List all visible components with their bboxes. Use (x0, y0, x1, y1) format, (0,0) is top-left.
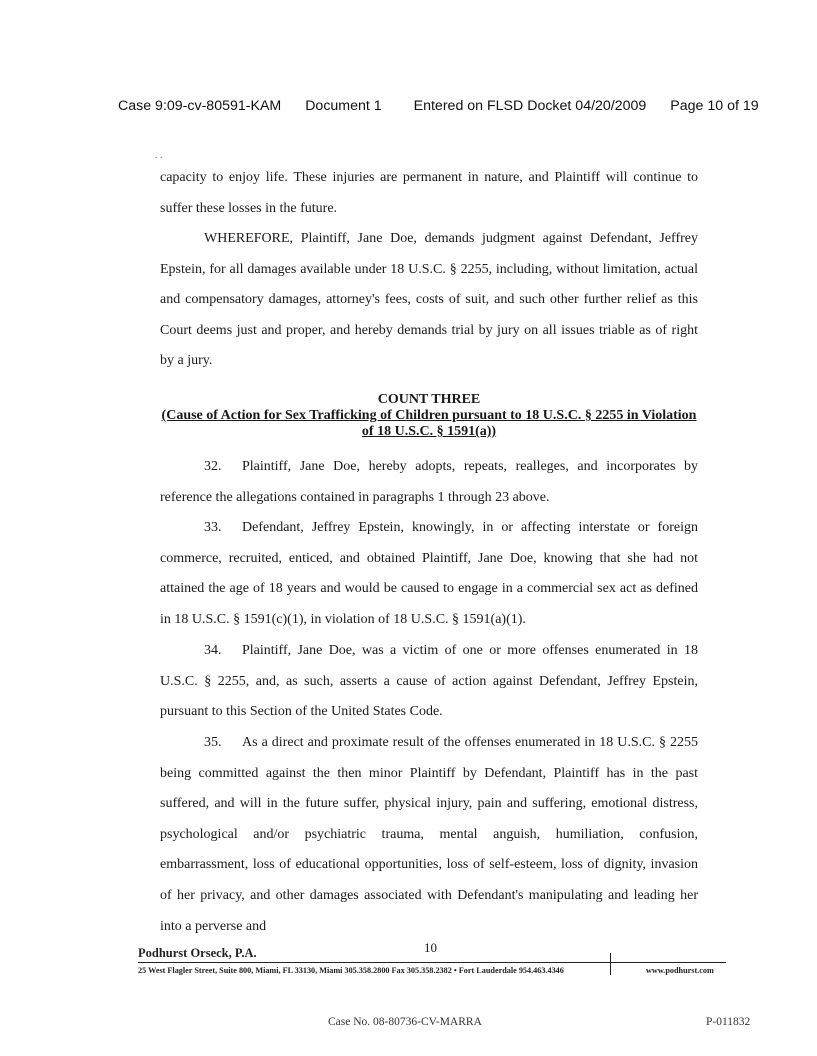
paragraph-33 (160, 513, 698, 635)
footer-website: www.podhurst.com (646, 966, 714, 975)
paragraph-number: 32. (204, 459, 222, 474)
paragraph-continuation (160, 163, 698, 224)
bottom-case-number: Case No. 08-80736-CV-MARRA (328, 1016, 482, 1028)
paragraph-text: Plaintiff, Jane Doe, was a victim of one or more offenses enumerated in 18 U.S.C. § 2255, and, as such, asserts a cause of action against Defendant, Jeffrey Epstein, pursuant to this Section of the United States Code. (160, 643, 698, 720)
paragraph-text: capacity to enjoy life. These injuries are permanent in nature, and Plaintiff will continue to suffer these losses in the future. (160, 170, 698, 216)
paragraph-number: 34. (204, 643, 222, 658)
footer-divider (138, 962, 726, 963)
paragraph-text: WHEREFORE, Plaintiff, Jane Doe, demands judgment against Defendant, Jeffrey Epstein, for all damages available under 18 U.S.C. § 2255, including, without limitation, actual and compensatory damages, attorney's fees, costs of suit, and such other further relief as this Court deems just and proper, and hereby demands trial by jury on all issues triable as of right by a jury. (160, 231, 698, 369)
header-document: Document 1 (305, 98, 382, 114)
bates-number: P-011832 (706, 1016, 751, 1028)
paragraph-35 (160, 728, 698, 942)
footer-address: 25 West Flagler Street, Suite 800, Miami, FL 33130, Miami 305.358.2800 Fax 305.358.2382 • Fort Lauderdale 954.463.4346 (138, 966, 564, 975)
footer-page-number: 10 (424, 940, 437, 955)
page-header (118, 98, 759, 114)
footer-firm-name: Podhurst Orseck, P.A. (138, 946, 257, 960)
paragraph-number: 33. (204, 520, 222, 535)
paragraph-wherefore (160, 224, 698, 377)
paragraph-text: Defendant, Jeffrey Epstein, knowingly, in or affecting interstate or foreign commerce, recruited, enticed, and obtained Plaintiff, Jane Doe, knowing that she had not attained the age of 18 years and would be caused to engage in a commercial sex act as defined in 18 U.S.C. § 1591(c)(1), in violation of 18 U.S.C. § 1591(a)(1). (160, 520, 698, 627)
scan-specks: . . (155, 150, 163, 161)
count-title: COUNT THREE (377, 392, 481, 407)
paragraph-34 (160, 636, 698, 728)
header-entered: Entered on FLSD Docket 04/20/2009 (413, 98, 647, 114)
paragraph-32 (160, 452, 698, 513)
paragraph-text: As a direct and proximate result of the offenses enumerated in 18 U.S.C. § 2255 being committed against the then minor Plaintiff by Defendant, Plaintiff has in the past suffered, and will in the future suffer, physical injury, pain and suffering, emotional distress, psychological and/or psychiatric trauma, mental anguish, humiliation, confusion, embarrassment, loss of educational opportunities, loss of self-esteem, loss of dignity, invasion of her privacy, and other damages associated with Defendant's manipulating and leading her into a perverse and (160, 735, 698, 934)
count-subtitle: (Cause of Action for Sex Trafficking of Children pursuant to 18 U.S.C. § 2255 in Violation of 18 U.S.C. § 1591(a)) (161, 408, 697, 439)
header-page-count: Page 10 of 19 (670, 98, 759, 114)
paragraph-number: 35. (204, 735, 222, 750)
paragraph-text: Plaintiff, Jane Doe, hereby adopts, repeats, realleges, and incorporates by reference the allegations contained in paragraphs 1 through 23 above. (160, 459, 698, 505)
footer-vertical-divider (610, 953, 611, 975)
header-case-number: Case 9:09-cv-80591-KAM (118, 98, 282, 114)
